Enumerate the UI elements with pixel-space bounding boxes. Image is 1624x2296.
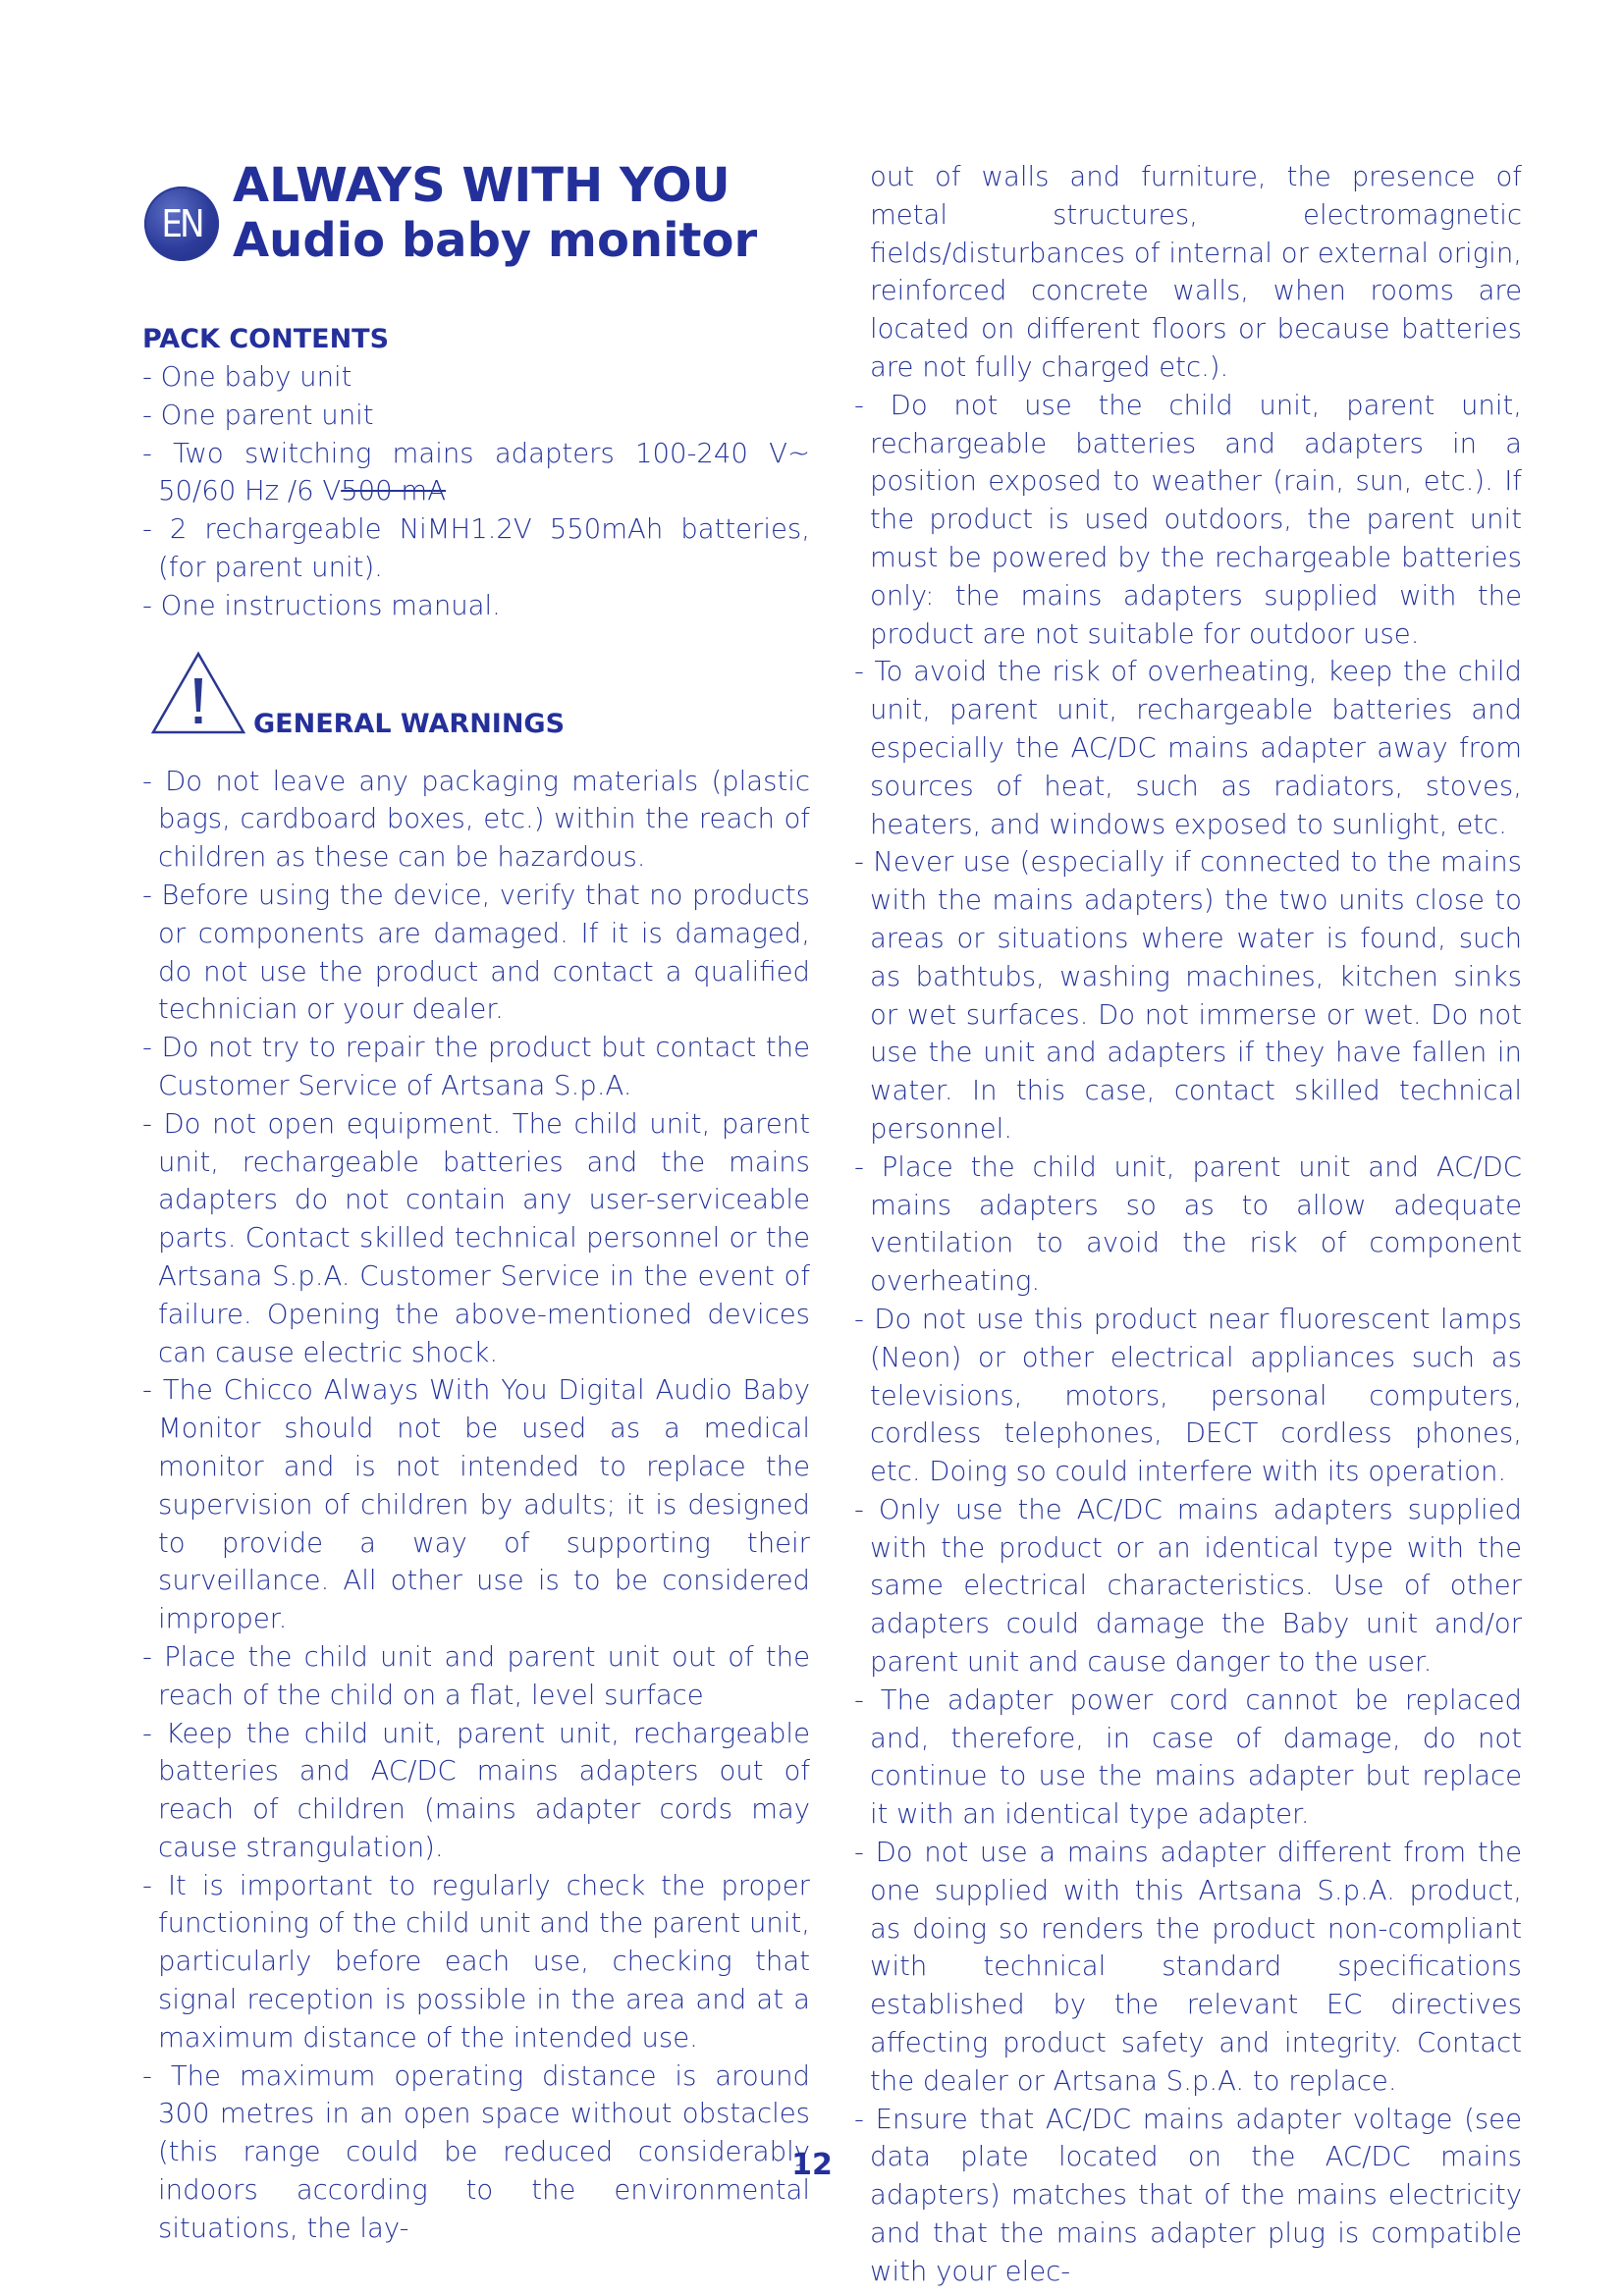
warning-triangle-icon	[150, 651, 246, 735]
warning-item: - The adapter power cord cannot be replaced and, therefore, in case of damage, do not continue to use the mains adapter but replace it with an identical type adapter.	[854, 1683, 1522, 1831]
pack-item	[142, 435, 810, 511]
warning-continuation: out of walls and furniture, the presence of metal structures, electromagnetic fields/disturbances of internal or external origin, reinforced concrete walls, when rooms are located on different floors or because batteries are not fully charged etc.).	[870, 161, 1522, 383]
warning-item: - The maximum operating distance is around 300 metres in an open space without obstacles (this range could be reduced considerably indoors according to the environmental situations, the lay-	[142, 2059, 810, 2244]
warning-item: - Only use the AC/DC mains adapters supplied with the product or an identical type with the same electrical characteristics. Use of other adapters could damage the Baby unit and/or parent unit and cause danger to the user.	[854, 1493, 1522, 1679]
general-warnings-heading: GENERAL WARNINGS	[253, 708, 566, 739]
page-number: 12	[791, 2148, 833, 2182]
title-block	[142, 158, 810, 295]
warning-item: - Before using the device, verify that no products or components are damaged. If it is damaged, do not use the product and contact a qualified technician or your dealer.	[142, 879, 810, 1026]
pack-contents-heading: PACK CONTENTS	[142, 324, 390, 354]
warning-item: - Do not leave any packaging materials (plastic bags, cardboard boxes, etc.) within the reach of children as these can be hazardous.	[142, 765, 810, 874]
pack-item: - 2 rechargeable NiMH1.2V 550mAh batteries, (for parent unit).	[142, 513, 810, 583]
general-warnings-header	[142, 651, 810, 763]
pack-item-text: - Two switching mains adapters 100-240 V~ 50/60 Hz /6 V	[142, 437, 810, 507]
title-line-1: ALWAYS WITH YOU	[233, 158, 731, 213]
warning-item: - Never use (especially if connected to the mains with the mains adapters) the two units close to areas or situations where water is found, such as bathtubs, washing machines, kitchen sinks or wet surfaces. Do not immerse or wet. Do not use the unit and adapters if they have fallen in water. In this case, contact skilled technical personnel.	[854, 846, 1522, 1145]
warning-item: - Do not open equipment. The child unit, parent unit, rechargeable batteries and the mains adapters do not contain any user-serviceable parts. Contact skilled technical personnel or the Artsana S.p.A. Customer Service in the event of failure. Opening the above-mentioned devices can cause electric shock.	[142, 1107, 810, 1368]
warning-item: - It is important to regularly check the proper functioning of the child unit and the parent unit, particularly before each use, checking that signal reception is possible in the area and at a maximum distance of the intended use.	[142, 1869, 810, 2054]
warning-item: - Ensure that AC/DC mains adapter voltage (see data plate located on the AC/DC mains adapters) matches that of the mains electricity and that the mains adapter plug is compatible with your elec-	[854, 2103, 1522, 2287]
pack-item: - One parent unit	[142, 399, 374, 431]
warning-item: - Do not use this product near fluorescent lamps (Neon) or other electrical appliances such as televisions, motors, personal computers, cordless telephones, DECT cordless phones, etc. Doing so could interfere with its operation.	[854, 1303, 1522, 1488]
warning-item: - Do not use the child unit, parent unit, rechargeable batteries and adapters in a position exposed to weather (rain, sun, etc.). If the product is used outdoors, the parent unit must be powered by the rechargeable batteries only: the mains adapters supplied with the product are not suitable for outdoor use.	[854, 389, 1522, 650]
struck-spec: 500 mA	[341, 475, 447, 507]
left-column	[142, 158, 810, 2248]
language-badge: EN	[144, 187, 219, 261]
warning-item: - The Chicco Always With You Digital Audio Baby Monitor should not be used as a medical monitor and is not intended to replace the supervision of children by adults; it is designed to provide a way of supporting their surveillance. All other use is to be considered improper.	[142, 1374, 810, 1635]
warning-item: - To avoid the risk of overheating, keep the child unit, parent unit, rechargeable batteries and especially the AC/DC mains adapter away from sources of heat, such as radiators, stoves, heaters, and windows exposed to sunlight, etc.	[854, 656, 1522, 840]
pack-item: - One instructions manual.	[142, 589, 501, 621]
warning-item: - Keep the child unit, parent unit, rechargeable batteries and AC/DC mains adapters out of reach of children (mains adapter cords may cause strangulation).	[142, 1717, 810, 1863]
title-line-2: Audio baby monitor	[233, 213, 758, 268]
right-column	[854, 158, 1522, 2291]
warning-item: - Do not try to repair the product but contact the Customer Service of Artsana S.p.A.	[142, 1032, 810, 1101]
warning-item: - Place the child unit, parent unit and AC/DC mains adapters so as to allow adequate ventilation to avoid the risk of component overheating.	[854, 1150, 1522, 1298]
warning-item: - Do not use a mains adapter different from the one supplied with this Artsana S.p.A. product, as doing so renders the product non-compliant with technical standard specifications established by the relevant EC directives affecting product safety and integrity. Contact the dealer or Artsana S.p.A. to replace.	[854, 1837, 1522, 2097]
pack-item: - One baby unit	[142, 361, 352, 393]
warning-item: - Place the child unit and parent unit out of the reach of the child on a flat, level surface	[142, 1640, 810, 1711]
